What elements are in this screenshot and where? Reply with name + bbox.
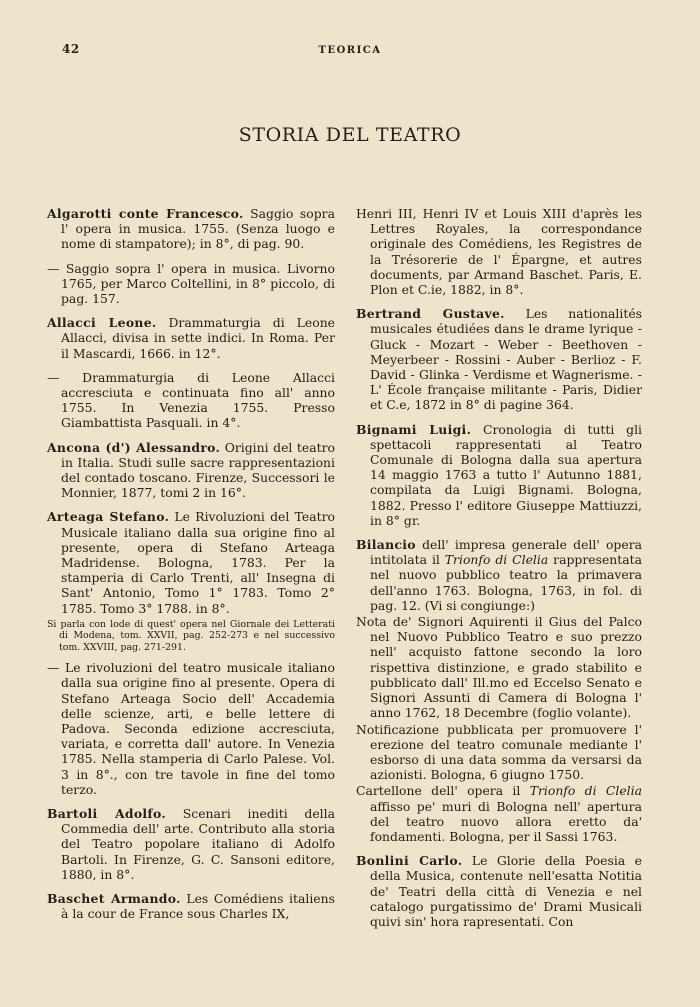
entry-text: Les Comédiens italiens à la cour de France sous Charles IX, xyxy=(61,890,335,922)
entry-text: Cartellone dell' opera il xyxy=(356,783,530,799)
entry-text: Les nationalités musicales étudiées dans le drame lyrique - Gluck - Mozart - Weber - Beethoven - Meyerbeer - Rossini - Auber - Berlioz - F. David - Glinka - Verdisme et Wagnerisme. - L' École française militante - Paris, Didier et C.e, 1872 in 8° di pagine 364. xyxy=(370,306,643,413)
italic-title: Trionfo di Clelia xyxy=(444,552,549,568)
bibliography-entry xyxy=(47,440,335,501)
bibliography-entry xyxy=(47,261,335,307)
bibliography-entry xyxy=(356,722,642,783)
entry-text: — Saggio sopra l' opera in musica. Livorno 1765, per Marco Coltellini, in 8° piccolo, di pag. 157. xyxy=(47,260,335,307)
author-name: Bilancio xyxy=(356,537,416,553)
entry-text: — Drammaturgia di Leone Allacci accresciuta e continuata fino all' anno 1755. In Venezia 1755. Presso Giambattista Pasquali. in 4°. xyxy=(47,369,335,431)
footnote: Si parla con lode di quest' opera nel Giornale dei Letterati di Modena, tom. XXVII, pag. 252-273 e nel successivo tom. XXVIII, pag. 271-291. xyxy=(47,618,335,653)
author-name: Ancona (d') Alessandro. xyxy=(47,439,221,455)
author-name: Bignami Luigi. xyxy=(356,421,472,437)
entry-text: Scenari inediti della Commedia dell' arte. Contributo alla storia del Teatro popolare italiano di Adolfo Bartoli. In Firenze, G. C. Sansoni editore, 1880, in 8°. xyxy=(61,805,335,882)
bibliography-entry-continued xyxy=(356,206,642,297)
entry-text: Cronologia di tutti gli spettacoli rappresentati al Teatro Comunale di Bologna dalla sua apertura 14 maggio 1763 a tutto l' Autunno 1881, compilata da Luigi Bignami. Bologna, 1882. Presso l' editore Giuseppe Mattiuzzi, in 8° gr. xyxy=(370,421,642,528)
bibliography-entry xyxy=(47,806,335,882)
entry-text: Nota de' Signori Aquirenti il Gius del Palco nel Nuovo Pubblico Teatro e suo prezzo nell' acquisto fattone secondo la loro rispettiva distinzione, e grado stabilito e pubblicato dall' Ill.mo ed Eccelso Senato e Signori Assunti di Camera di Bologna l' anno 1762, 18 Decembre (foglio volante). xyxy=(356,614,642,721)
author-name: Arteaga Stefano. xyxy=(47,509,170,525)
entry-text: Saggio sopra l' opera in musica. 1755. (Senza luogo e nome di stampatore); in 8°, di pag. 90. xyxy=(61,206,335,252)
entry-text: Drammaturgia di Leone Allacci, divisa in sette indici. In Roma. Per il Mascardi, 1666. in 12°. xyxy=(61,315,336,361)
author-name: Allacci Leone. xyxy=(47,315,157,331)
bibliography-entry xyxy=(47,315,335,361)
bibliography-entry xyxy=(47,206,335,252)
entry-text: Origini del teatro in Italia. Studi sulle sacre rappresentazioni del contado toscano. Firenze, Successori le Monnier, 1877, tomi 2 in 16°. xyxy=(61,439,335,501)
author-name: Algarotti conte Francesco. xyxy=(47,206,244,221)
author-name: Baschet Armando. xyxy=(47,890,181,906)
author-name: Bonlini Carlo. xyxy=(356,853,463,869)
entry-text: Le Rivoluzioni del Teatro Musicale italiano dalla sua origine fino al presente, opera di Stefano Arteaga Madridense. Bologna, 1783. Per la stamperia di Carlo Trenti, all' Insegna di Sant' Antonio, Tomo 1° 1783. Tomo 2° 1785. Tomo 3° 1788. in 8°. xyxy=(61,509,335,616)
entry-text: Le Glorie della Poesia e della Musica, contenute nell'esatta Notitia de' Teatri della città di Venezia e nel catalogo purgatissimo de' Drami Musicali quivi sin' hora rapresentati. Con xyxy=(370,853,642,929)
bibliography-entry xyxy=(47,891,335,921)
entry-text: Henri III, Henri IV et Louis XIII d'après les Lettres Royales, la correspondance originale des Comédiens, les Registres de la Trésorerie de l' Épargne, et autres documents, par Armand Baschet. Paris, E. Plon et C.ie, 1882, in 8°. xyxy=(356,206,642,298)
bibliography-entry xyxy=(356,422,642,528)
bibliography-entry xyxy=(356,614,642,720)
italic-title: Trionfo di Clelia xyxy=(529,783,642,799)
running-head: TEORICA xyxy=(318,45,382,56)
section-title: STORIA DEL TEATRO xyxy=(238,124,462,146)
entry-text: — Le rivoluzioni del teatro musicale italiano dalla sua origine fino al presente. Opera di Stefano Arteaga Socio dell' Accademia delle scienze, arti, e belle lettere di Padova. Seconda edizione accresciuta, variata, e corretta dall' autore. In Venezia 1785. Nella stamperia di Carlo Palese. Vol. 3 in 8°., con tre tavole in fine del tomo terzo. xyxy=(47,660,335,797)
page-number: 42 xyxy=(62,42,80,56)
author-name: Bertrand Gustave. xyxy=(356,306,505,322)
entry-text: affisso pe' muri di Bologna nell' apertura del teatro nuovo allora eretto da' fondamenti. Bologna, per il Sassi 1763. xyxy=(370,798,642,844)
author-name: Bartoli Adolfo. xyxy=(47,805,167,821)
left-column xyxy=(47,206,335,930)
bibliography-entry xyxy=(356,306,642,412)
bibliography-entry xyxy=(47,660,335,797)
bibliography-entry xyxy=(356,537,642,613)
entry-text: dell' impresa generale dell' opera intitolata il xyxy=(370,537,642,568)
right-column xyxy=(356,206,642,938)
bibliography-entry xyxy=(356,853,642,929)
bibliography-entry xyxy=(47,509,335,615)
bibliography-entry xyxy=(47,370,335,431)
entry-text: rappresentata nel nuovo pubblico teatro la primavera dell'anno 1763. Bologna, 1763, in fol. di pag. 12. (Vi si congiunge:) xyxy=(370,552,642,613)
bibliography-entry xyxy=(356,783,642,844)
entry-text: Notificazione pubblicata per promuovere l' erezione del teatro comunale mediante l' esborso di una data somma da versarsi da azionisti. Bologna, 6 giugno 1750. xyxy=(356,721,642,783)
